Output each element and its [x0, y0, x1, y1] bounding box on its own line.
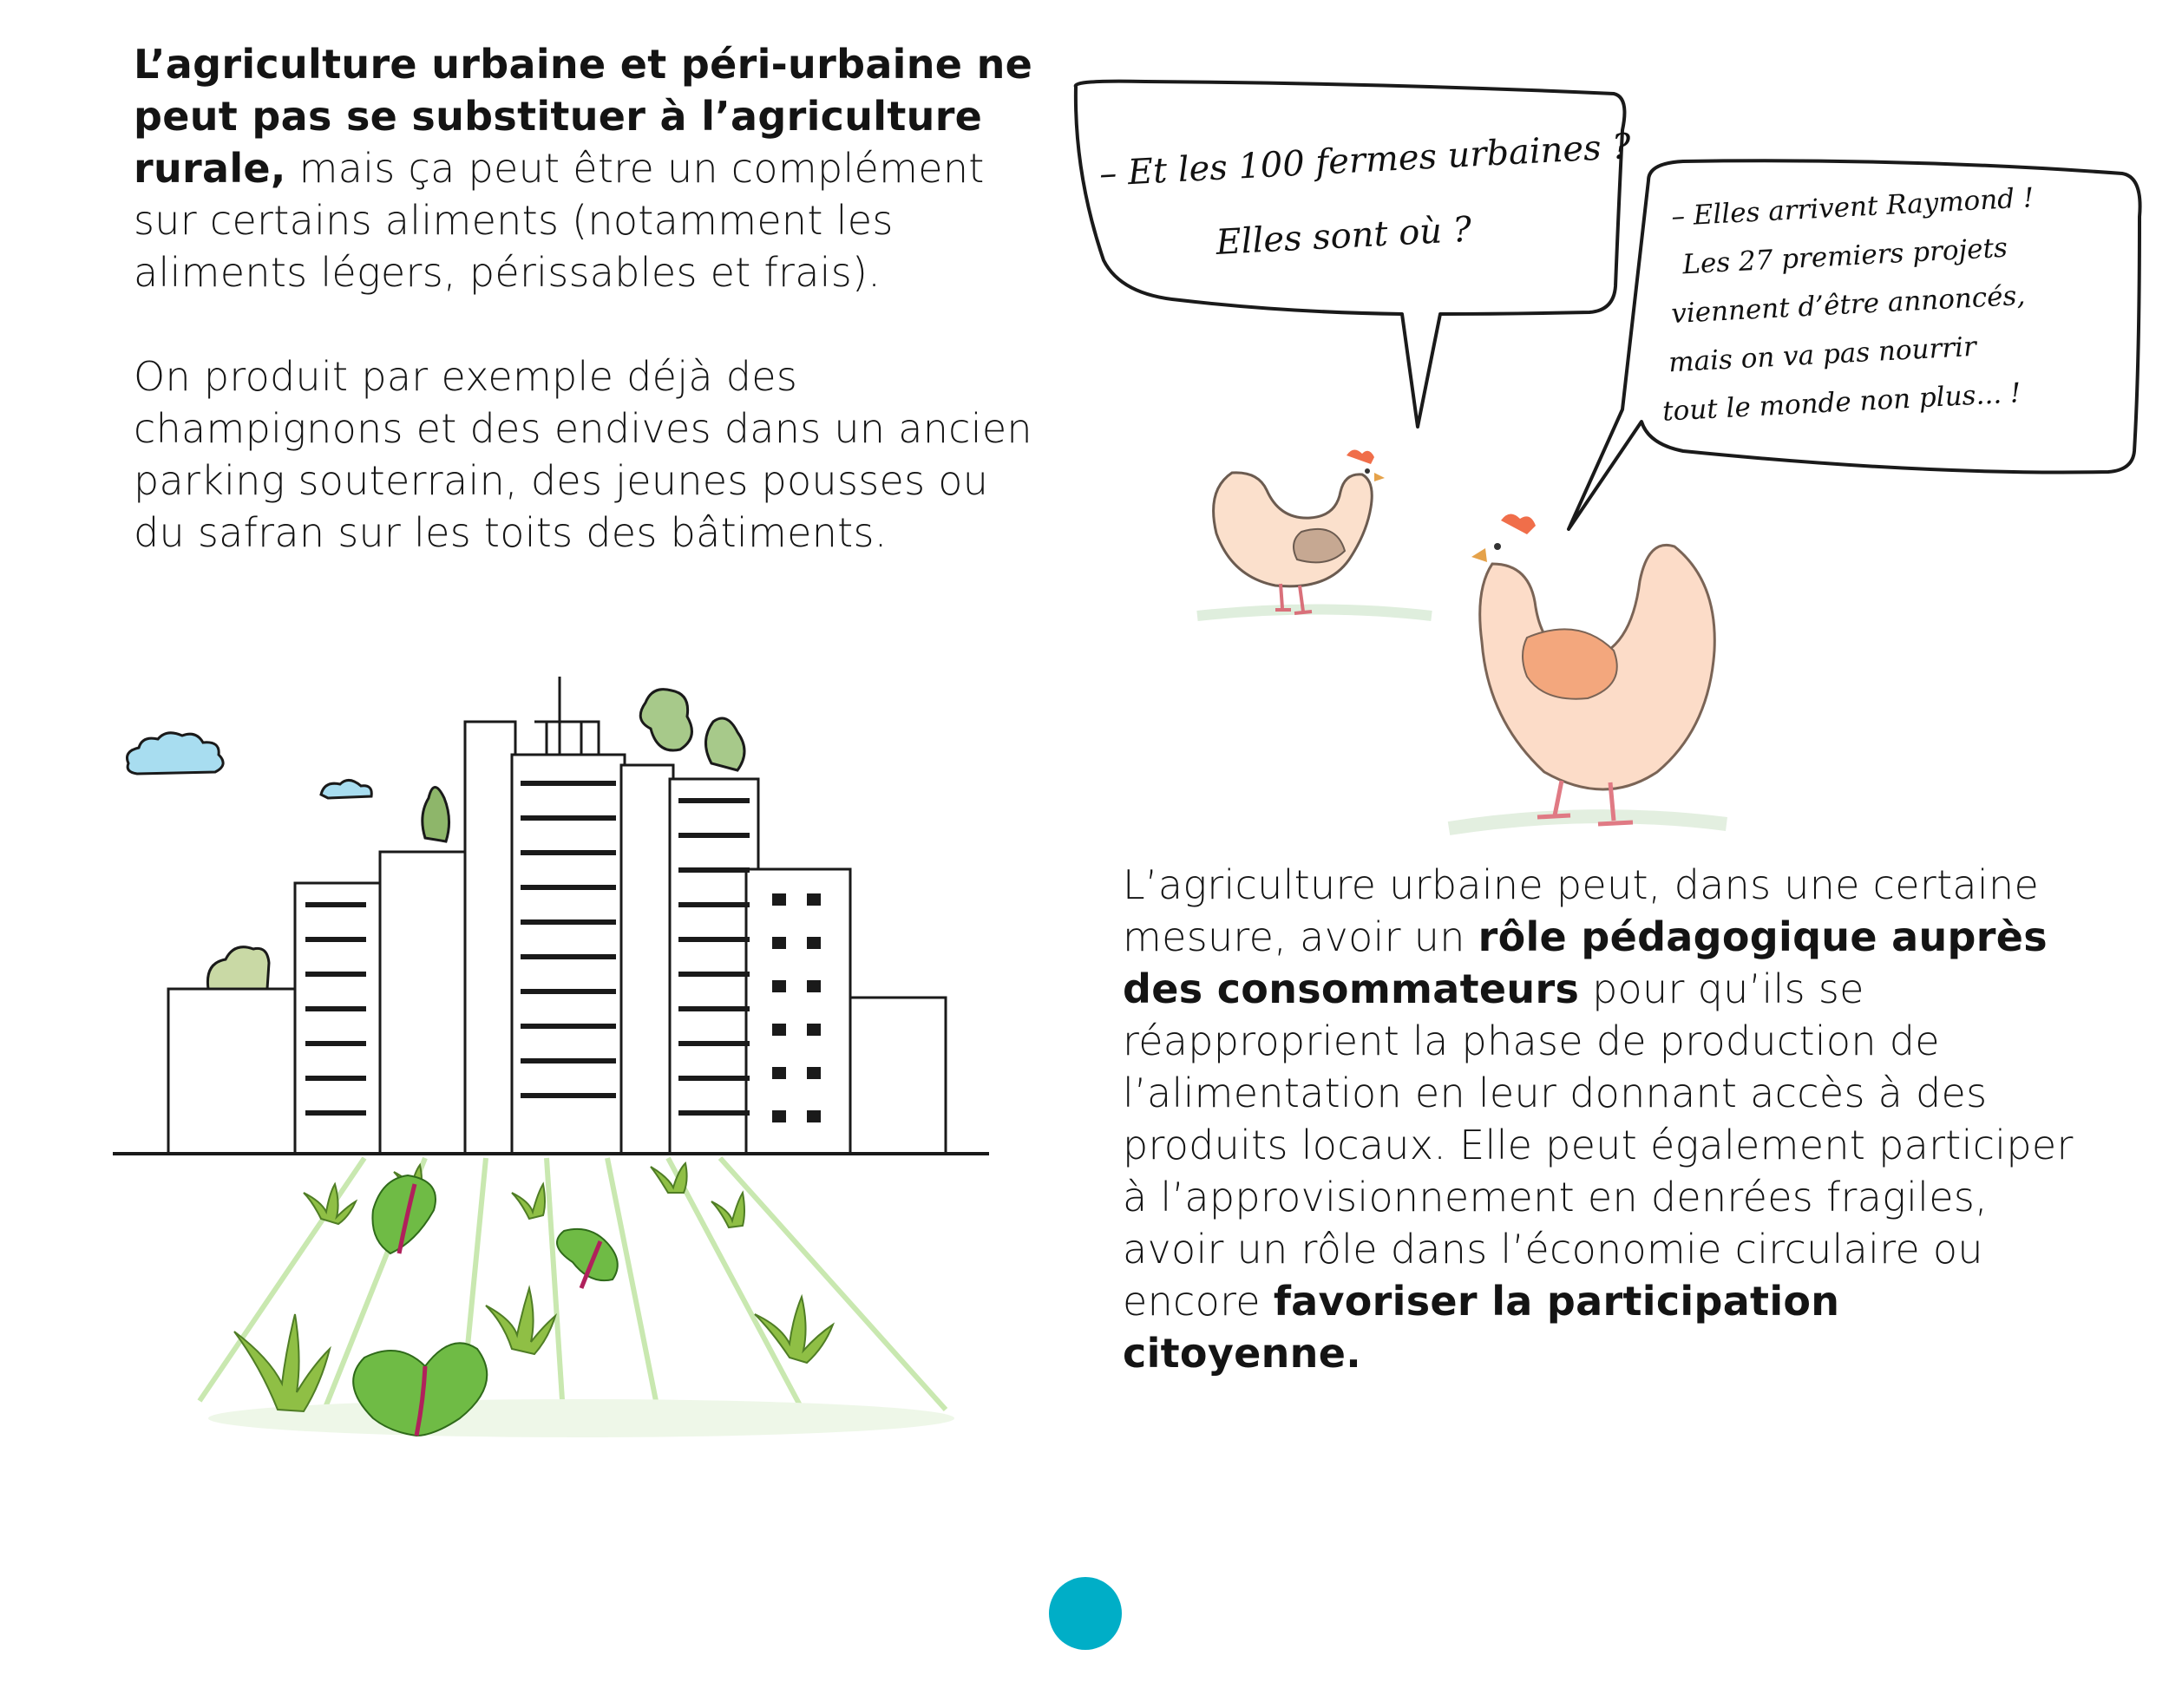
intro-bold-lead: L’agriculture urbaine et péri-urbaine ne peut pas se substituer à l’agriculture rurale, — [134, 41, 1033, 192]
hen-large-icon — [1440, 512, 1727, 841]
speech-bubble-right-text — [1661, 173, 2045, 435]
role-bold-participation: favoriser la participation citoyenne. — [1123, 1278, 1840, 1377]
bubble-left-line: – Et les 100 fermes urbaines ? — [1098, 126, 1632, 194]
bubble-right-line: tout le monde non plus... ! — [1661, 377, 2022, 428]
vegetable-rows-illustration — [200, 1158, 963, 1444]
role-paragraph — [1123, 859, 2086, 1379]
bubble-right-line: – Elles arrivent Raymond ! — [1670, 182, 2035, 232]
role-bold-pedagogic: rôle pédagogique auprès des consommateurs — [1123, 913, 2048, 1012]
role-text-part: L’agriculture urbaine peut, dans une certaine mesure, avoir un — [1123, 861, 2040, 960]
bubble-right-line: Les 27 premiers projets — [1681, 232, 2008, 281]
page-dot-icon — [1049, 1577, 1122, 1650]
city-buildings-illustration — [113, 668, 989, 1162]
role-text-part: pour qu’ils se réapproprient la phase de production de l’alimentation en leur donnant accès à des produits locaux. Elle peut également participer à l’approvisionnement en denrées fragiles, avoir un rôle dans l’économie circulaire ou encore — [1123, 965, 2074, 1325]
intro-example: On produit par exemple déjà des champignons et des endives dans un ancien parking souterrain, des jeunes pousses ou du safran sur les toits des bâtiments. — [134, 353, 1032, 556]
speech-bubble-left-text — [1098, 109, 1636, 286]
bubble-right-line: mais on va pas nourrir — [1668, 330, 1977, 379]
role-text — [1123, 859, 2086, 1379]
hen-small-icon — [1197, 438, 1432, 629]
bubble-right-line: viennent d’être annoncés, — [1670, 279, 2027, 330]
intro-lead-rest: mais ça peut être un complément sur certains aliments (notamment les aliments légers, périssables et frais). — [134, 145, 985, 296]
bubble-left-line: Elles sont où ? — [1215, 209, 1473, 263]
